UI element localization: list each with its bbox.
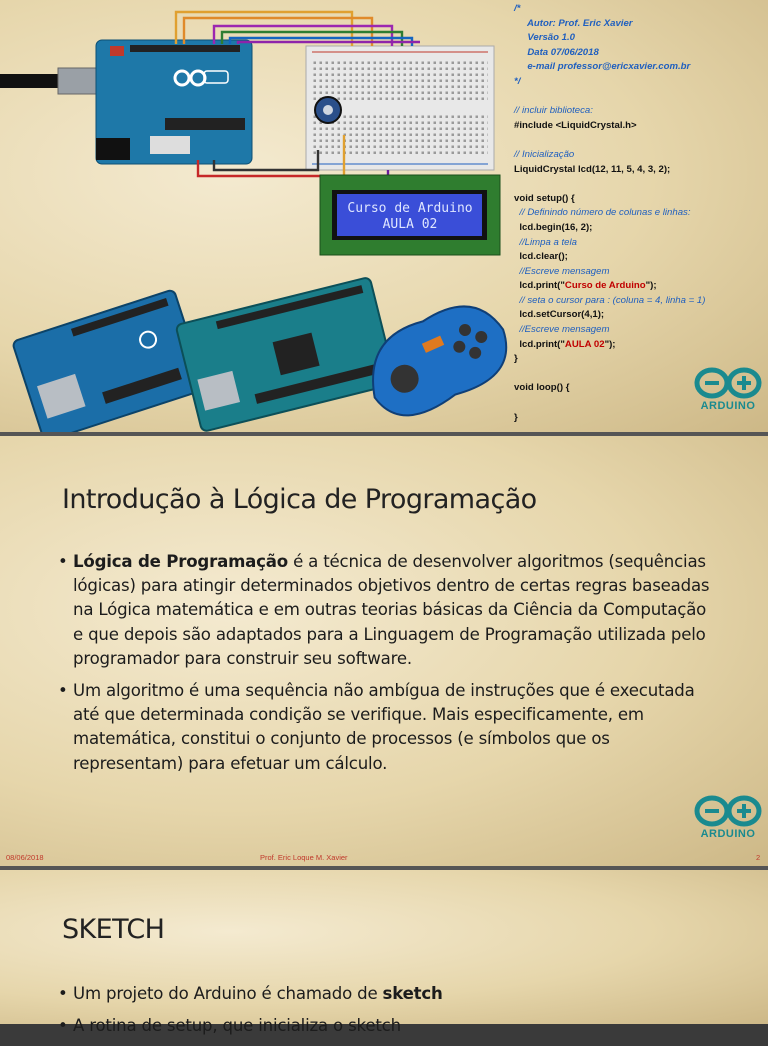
code-line: */	[514, 75, 521, 87]
code-token: AULA 02	[564, 338, 605, 350]
bullet-item	[58, 1014, 718, 1038]
bullet-list	[58, 550, 718, 784]
bullet-item	[58, 982, 718, 1006]
code-line: }	[514, 411, 518, 423]
footer-author: Prof. Eric Loque M. Xavier	[260, 853, 348, 862]
lcd-line-1: Curso de Arduino	[347, 201, 473, 216]
bullet-text: Um projeto do Arduino é chamado de	[73, 984, 383, 1003]
code-line: //Escreve mensagem	[514, 324, 610, 336]
arduino-boards-photo	[0, 272, 510, 432]
code-line: // Inicialização	[514, 148, 575, 160]
code-line: Versão 1.0	[514, 32, 575, 44]
code-token: lcd.print("	[514, 280, 565, 292]
bullet-item	[58, 550, 718, 671]
slide-title: Introdução à Lógica de Programação	[62, 484, 537, 515]
code-line: LiquidCrystal lcd(12, 11, 5, 4, 3, 2);	[514, 163, 671, 175]
page-number: 2	[756, 853, 761, 862]
slide-1	[0, 0, 768, 432]
code-line: Data 07/06/2018	[514, 46, 599, 58]
slide-title: SKETCH	[62, 914, 165, 945]
code-line: //Limpa a tela	[514, 236, 577, 248]
code-line: //Escreve mensagem	[514, 265, 610, 277]
code-line: // Definindo número de colunas e linhas:	[514, 207, 691, 219]
code-line	[514, 338, 764, 353]
code-line	[514, 90, 764, 105]
code-line: /*	[514, 3, 521, 14]
code-line: lcd.setCursor(4,1);	[514, 309, 605, 321]
code-token: lcd.print("	[514, 338, 565, 350]
footer-date: 08/06/2018	[6, 853, 44, 862]
slide-3	[0, 870, 768, 1036]
code-line	[514, 177, 764, 192]
bullet-list	[58, 982, 718, 1046]
wiring-diagram	[0, 0, 510, 265]
lcd-line-2: AULA 02	[382, 217, 438, 232]
arduino-logo-text: ARDUINO	[700, 828, 756, 840]
bullet-item	[58, 679, 718, 776]
slide-2	[0, 436, 768, 866]
bullet-text: Um algoritmo é uma sequência não ambígua de instruções que é executada até que determinada condição se verifique. Mais especificamente, em matemática, constitui o conjunto de processos (e símbolos que os representam) para efetuar um cálculo.	[73, 681, 695, 773]
code-line	[514, 133, 764, 148]
arduino-logo	[692, 794, 764, 842]
code-token: ");	[645, 280, 657, 292]
code-line	[514, 279, 764, 294]
code-line: }	[514, 353, 518, 365]
code-line: void setup() {	[514, 192, 575, 204]
code-line: e-mail professor@ericxavier.com.br	[514, 61, 691, 73]
bullet-text: é a técnica de desenvolver algoritmos (sequências lógicas) para atingir determinados objetivos dentro de certas regras baseadas na Lógica matemática e em outras teorias básicas da Ciência da Computação e que depois são adaptados para a Linguagem de Programação utilizada pelo programador para construir seu software.	[73, 552, 710, 668]
arduino-logo	[692, 366, 764, 414]
code-line: Autor: Prof. Eric Xavier	[514, 17, 633, 29]
code-line: void loop() {	[514, 382, 570, 394]
code-line: lcd.begin(16, 2);	[514, 221, 593, 233]
code-line: lcd.clear();	[514, 251, 568, 263]
arduino-logo-text: ARDUINO	[700, 400, 756, 412]
code-token: ");	[604, 338, 616, 350]
code-line: // seta o cursor para : (coluna = 4, linha = 1)	[514, 294, 706, 306]
code-listing	[514, 2, 764, 425]
code-line: #include <LiquidCrystal.h>	[514, 119, 637, 131]
bullet-bold-term: Lógica de Programação	[73, 552, 288, 571]
code-line: // incluir biblioteca:	[514, 105, 593, 117]
bullet-bold-term: sketch	[382, 984, 443, 1003]
bullet-text: A rotina de setup, que inicializa o sketch	[73, 1016, 401, 1036]
code-token: Curso de Arduino	[564, 280, 646, 292]
